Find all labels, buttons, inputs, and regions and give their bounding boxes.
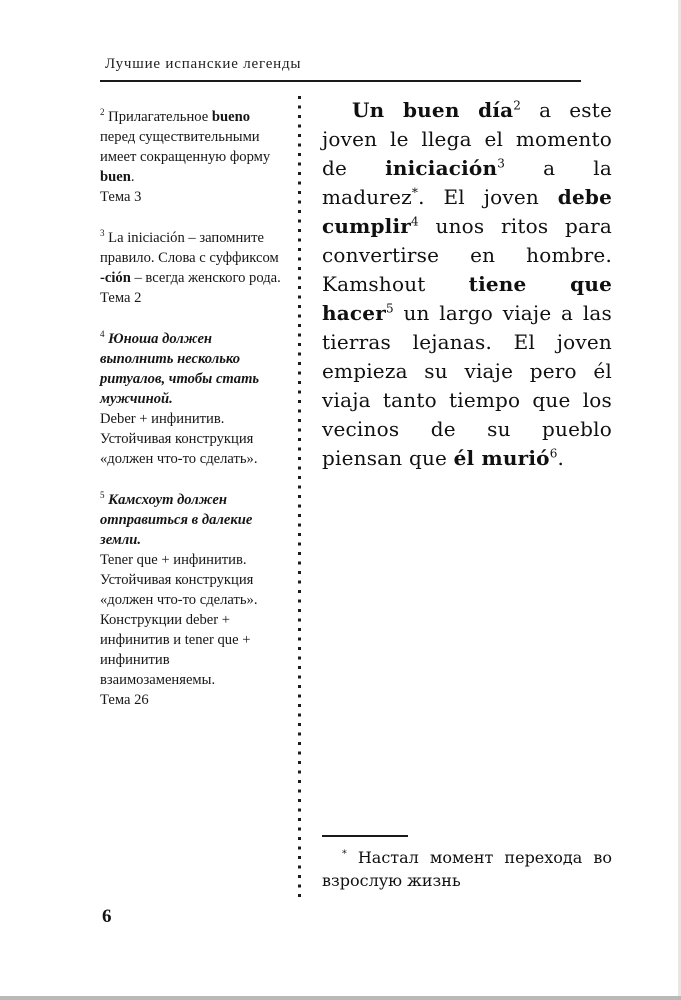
text-run: un largo viaje a las tierras lejanas. El joven empieza su viaje pero él viaja tanto tiempo que los vecinos de su pueblo piensan que (322, 301, 612, 470)
note-theme-ref: Тема 2 (100, 289, 142, 306)
bold-phrase: él murió (453, 446, 550, 470)
note-text: – всегда женского рода. (130, 269, 281, 286)
margin-note-2 (100, 108, 285, 208)
note-theme-ref: Тема 3 (100, 188, 142, 205)
text-run: a este joven le llega el momento de (322, 98, 612, 180)
header-rule (100, 80, 581, 82)
note-text: . (130, 168, 135, 185)
note-text: Прилагательное (104, 109, 212, 125)
spanish-passage (322, 96, 612, 473)
footnote-ref: 2 (513, 98, 522, 113)
note-bold-term: bueno (211, 109, 251, 125)
footnote-ref: 6 (549, 446, 558, 461)
note-translation: Камсхоут должен отправиться в далекие земли. (100, 491, 253, 548)
note-bold-term: buen (100, 168, 131, 185)
note-marker: 4 (100, 329, 105, 339)
footnote-ref: 3 (497, 156, 506, 171)
text-run: unos ritos para convertirse en hombre. Kamshout (322, 214, 612, 296)
margin-note-3 (100, 229, 285, 309)
main-text-column (322, 96, 612, 898)
content-columns (100, 96, 612, 898)
bold-phrase: tiene que hacer (322, 272, 612, 325)
footnote-ref: 4 (411, 214, 419, 229)
note-bold-term: -ción (100, 269, 131, 286)
note-marker: 5 (100, 489, 105, 500)
note-translation: Юноша должен выполнить несколько ритуалов, чтобы стать мужчиной. (100, 330, 260, 407)
bold-phrase: Un buen día (352, 98, 514, 122)
footnote-ref: 5 (385, 301, 394, 316)
note-text: перед существительными имеет сокращенную форму (100, 128, 271, 165)
footnote-ref: * (411, 185, 419, 200)
dotted-divider (298, 96, 301, 898)
footnote-marker: * (342, 848, 347, 860)
note-marker: 2 (100, 107, 105, 118)
footnote-body: Настал момент перехода во взрослую жизнь (322, 848, 612, 890)
running-head: Лучшие испанские легенды (105, 56, 302, 72)
page-footnote (322, 835, 612, 892)
text-run: a la madurez (322, 156, 612, 209)
margin-notes (100, 96, 285, 898)
footnote-text (322, 846, 612, 892)
bold-phrase: debe cumplir (322, 185, 612, 238)
margin-note-4 (100, 330, 285, 470)
note-text: Deber + инфинитив. Устойчивая конструкция «должен что-то сделать». (100, 410, 258, 467)
page-number: 6 (102, 906, 112, 927)
note-text: Tener que + инфинитив. Устойчивая конструкция «должен что-то сделать». Конструкции deber + инфинитив и tener que + инфинитив взаимозаменяемы. (100, 551, 258, 688)
text-run: . El joven (418, 185, 558, 209)
bold-phrase: iniciación (385, 156, 498, 180)
note-theme-ref: Тема 26 (100, 691, 149, 708)
footnote-rule (322, 835, 408, 837)
note-text: La iniciación – запомните правило. Слова с суффиксом (100, 229, 279, 266)
note-marker: 3 (100, 228, 105, 239)
text-run: . (557, 446, 565, 470)
margin-note-5 (100, 491, 285, 711)
